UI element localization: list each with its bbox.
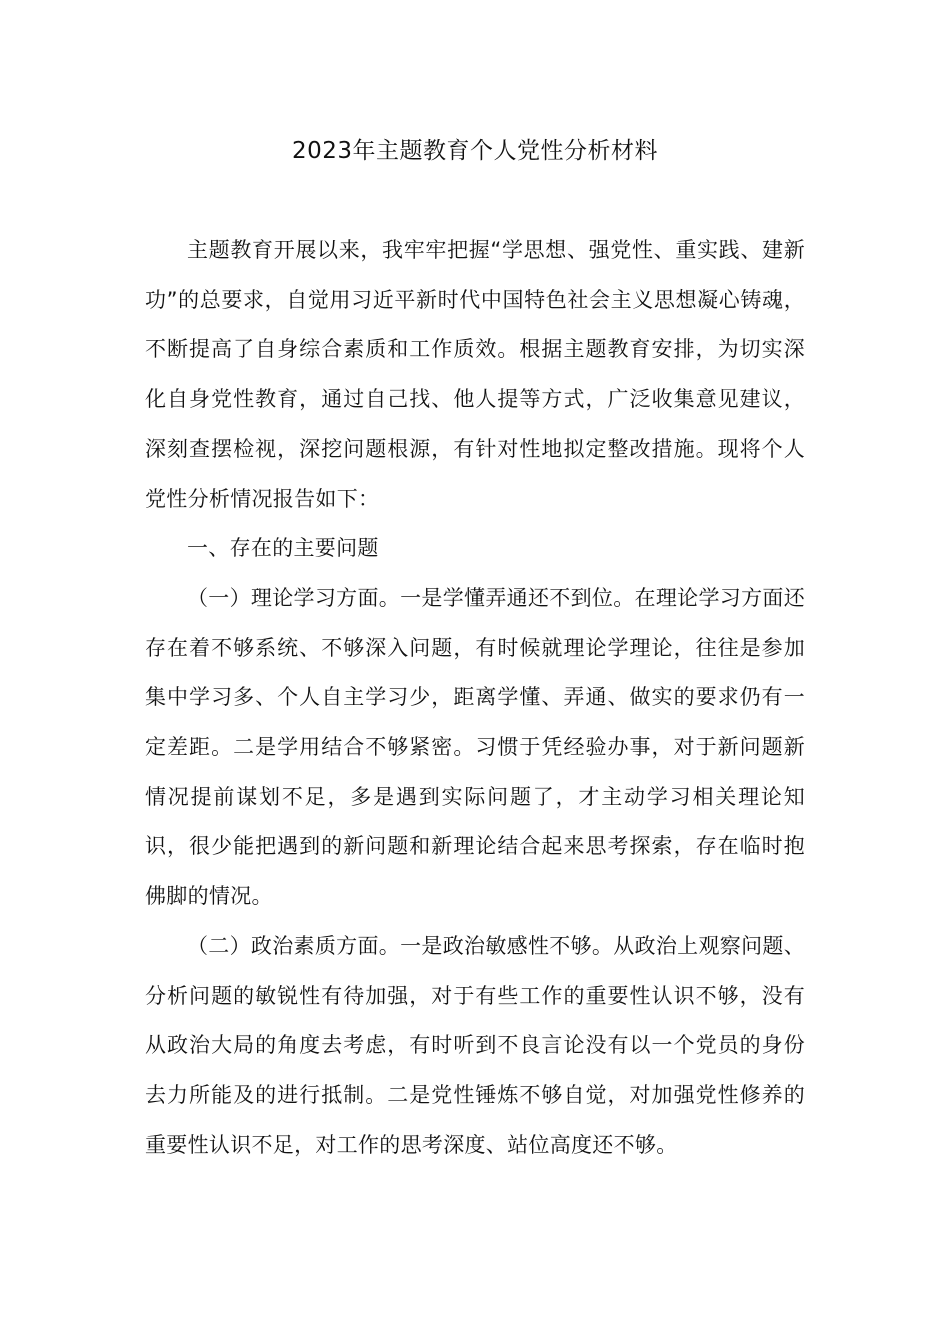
paragraph-political-quality: （二）政治素质方面。一是政治敏感性不够。从政治上观察问题、分析问题的敏锐性有待加强，对于有些工作的重要性认识不够，没有从政治大局的角度去考虑，有时听到不良言论没有以一个党员的身份去力所能及的进行抵制。二是党性锤炼不够自觉，对加强党性修养的重要性认识不足，对工作的思考深度、站位高度还不够。 xyxy=(145,933,805,1157)
document-body xyxy=(145,226,805,1170)
paragraph-intro: 主题教育开展以来，我牢牢把握“学思想、强党性、重实践、建新功”的总要求，自觉用习近平新时代中国特色社会主义思想凝心铸魂，不断提高了自身综合素质和工作质效。根据主题教育安排，为切实深化自身党性教育，通过自己找、他人提等方式，广泛收集意见建议，深刻查摆检视，深挖问题根源，有针对性地拟定整改措施。现将个人党性分析情况报告如下： xyxy=(145,238,805,511)
paragraph-theory-study: （一）理论学习方面。一是学懂弄通还不到位。在理论学习方面还存在着不够系统、不够深入问题，有时候就理论学理论，往往是参加集中学习多、个人自主学习少，距离学懂、弄通、做实的要求仍有一定差距。二是学用结合不够紧密。习惯于凭经验办事，对于新问题新情况提前谋划不足，多是遇到实际问题了，才主动学习相关理论知识，很少能把遇到的新问题和新理论结合起来思考探索，存在临时抱佛脚的情况。 xyxy=(145,585,805,909)
section-heading-main-problems: 一、存在的主要问题 xyxy=(187,536,379,561)
document-title: 2023年主题教育个人党性分析材料 xyxy=(291,138,659,164)
